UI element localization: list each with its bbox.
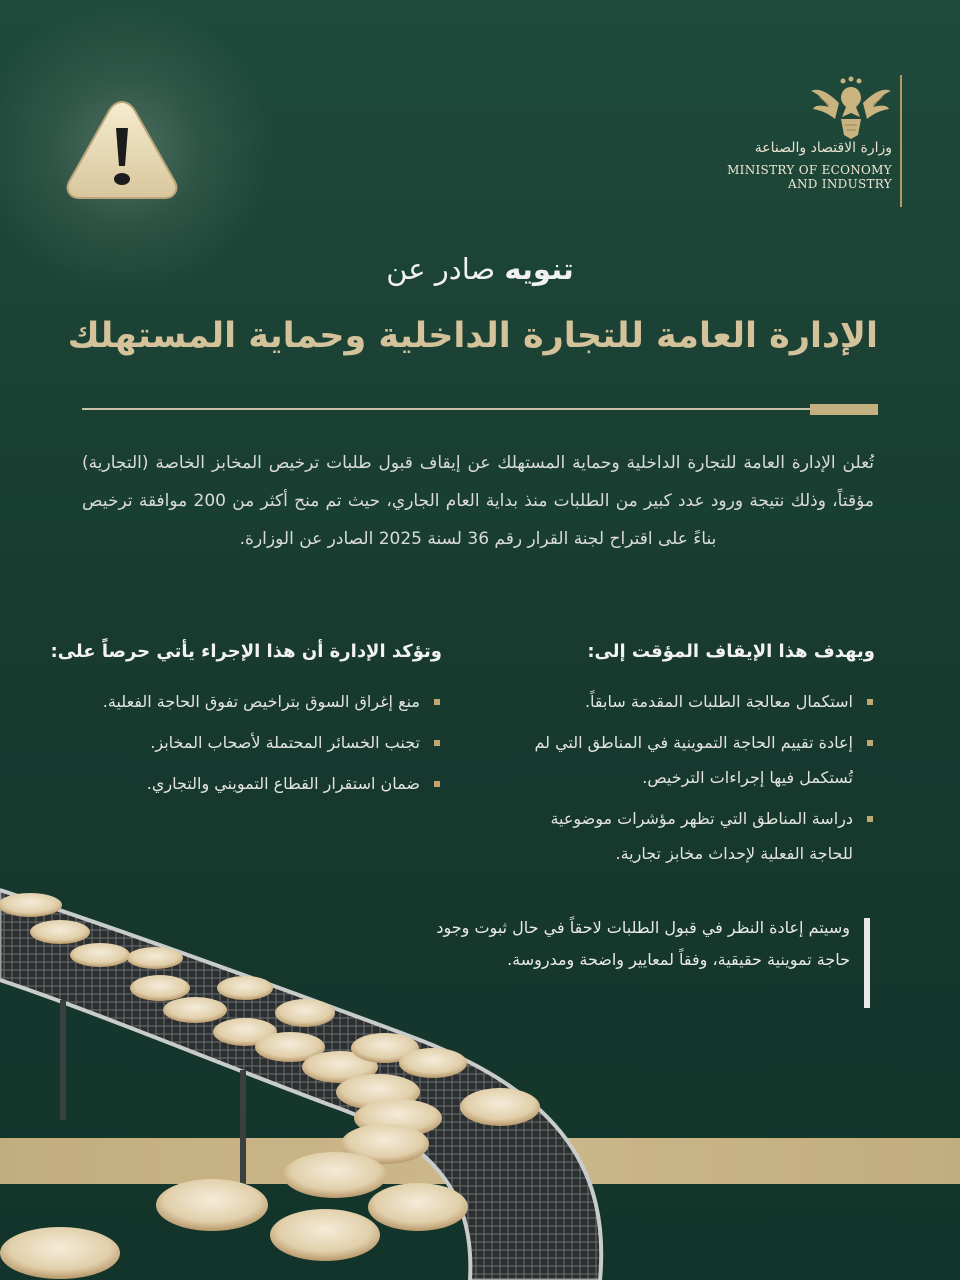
bullet-icon	[434, 781, 440, 787]
closing-note: وسيتم إعادة النظر في قبول الطلبات لاحقاً في حال ثبوت وجود حاجة تموينية حقيقية، وفقاً لمعايير واضحة ومدروسة.	[436, 918, 850, 969]
note-accent-bar	[864, 918, 870, 1008]
divider-accent	[810, 404, 878, 415]
notice-issuer-label: صادر عن	[386, 252, 496, 286]
bullet-icon	[434, 699, 440, 705]
bullet-icon	[434, 740, 440, 746]
bullet-icon	[867, 699, 873, 705]
list-item	[87, 684, 442, 719]
list-item	[520, 725, 875, 795]
logo-divider-line	[900, 75, 902, 207]
header-divider	[82, 408, 813, 410]
notice-word: تنويه	[504, 252, 574, 286]
ministry-name-english-line2: AND INDUSTRY	[788, 177, 892, 191]
list-item	[520, 801, 875, 871]
assurance-text: تجنب الخسائر المحتملة لأصحاب المخابز.	[150, 733, 420, 752]
goals-heading: ويهدف هذا الإيقاف المؤقت إلى:	[587, 641, 875, 662]
goals-list	[520, 684, 875, 877]
ministry-name-arabic: وزارة الاقتصاد والصناعة	[754, 140, 892, 156]
goal-text: إعادة تقييم الحاجة التموينية في المناطق التي لم تُستكمل فيها إجراءات الترخيص.	[534, 733, 853, 787]
goal-text: استكمال معالجة الطلبات المقدمة سابقاً.	[584, 692, 853, 711]
ministry-name-english	[712, 163, 892, 191]
bullet-icon	[867, 740, 873, 746]
assurances-list	[87, 684, 442, 807]
list-item	[87, 725, 442, 760]
list-item	[87, 766, 442, 801]
warning-icon	[62, 96, 182, 206]
ministry-name-english-line1: MINISTRY OF ECONOMY	[727, 163, 892, 177]
assurance-text: ضمان استقرار القطاع التمويني والتجاري.	[146, 774, 420, 793]
bread-conveyor-illustration	[0, 870, 620, 1280]
assurances-heading: وتؤكد الإدارة أن هذا الإجراء يأتي حرصاً على:	[50, 641, 442, 662]
list-item	[520, 684, 875, 719]
notice-heading	[360, 252, 600, 286]
goal-text: دراسة المناطق التي تظهر مؤشرات موضوعية للحاجة الفعلية لإحداث مخابز تجارية.	[550, 809, 853, 863]
intro-paragraph: تُعلن الإدارة العامة للتجارة الداخلية وحماية المستهلك عن إيقاف قبول طلبات ترخيص المخابز الخاصة (التجارية) مؤقتاً، وذلك نتيجة ورود عدد كبير من الطلبات منذ بداية العام الجاري، حيث تم منح أكثر من 200 موافقة ترخيص بناءً على اقتراح لجنة القرار رقم 36 لسنة 2025 الصادر عن الوزارة.	[82, 453, 874, 549]
bullet-icon	[867, 816, 873, 822]
assurance-text: منع إغراق السوق بتراخيص تفوق الحاجة الفعلية.	[102, 692, 420, 711]
department-title: الإدارة العامة للتجارة الداخلية وحماية المستهلك	[67, 316, 878, 356]
